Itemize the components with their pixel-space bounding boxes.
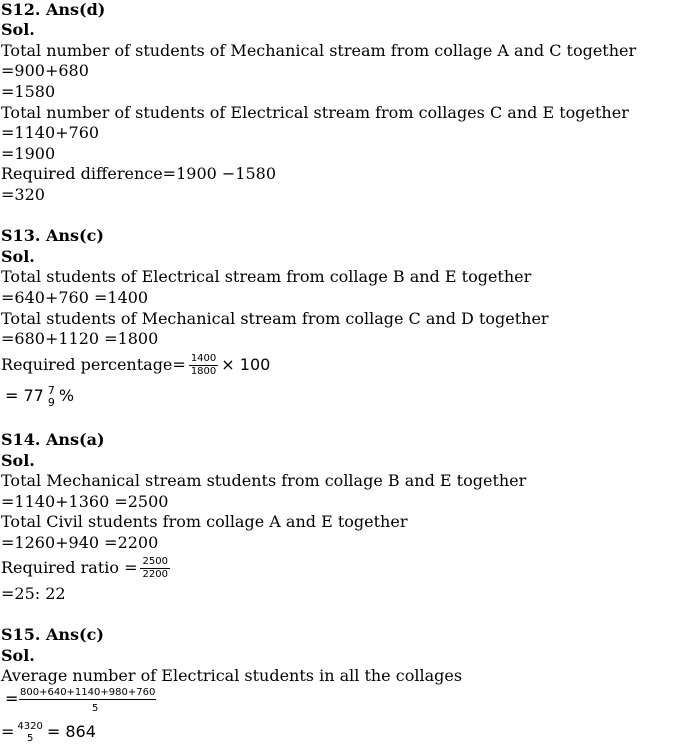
s13-heading: S13. Ans(c)	[1, 226, 104, 245]
s15-heading: S15. Ans(c)	[1, 625, 104, 644]
s15-average-expression	[1, 687, 201, 717]
s15-result-fraction	[15, 721, 44, 745]
s12-line-8: =320	[1, 185, 45, 204]
s15-average-denominator: 5	[92, 703, 99, 714]
s14-heading: S14. Ans(a)	[1, 430, 105, 449]
s12-line-3: =1580	[1, 82, 56, 101]
s14-line-4: =1260+940 =2200	[1, 533, 159, 552]
s13-percentage-multiplier: × 100	[221, 355, 271, 374]
s13-result-line	[1, 380, 74, 412]
s13-result-fraction	[46, 385, 57, 409]
s13-result-percent: %	[58, 386, 75, 405]
s15-result-value: = 864	[46, 722, 96, 741]
s12-line-4: Total number of students of Electrical stream from collages C and E together	[1, 103, 629, 122]
s14-ratio-label: Required ratio =	[1, 558, 138, 577]
s14-line-1: Total Mechanical stream students from collage B and E together	[1, 471, 527, 490]
s14-line-3: Total Civil students from collage A and E together	[1, 512, 408, 531]
s13-percentage-line	[1, 350, 270, 380]
s13-result-denominator: 9	[47, 395, 55, 409]
s13-frac-numerator: 1400	[190, 353, 217, 364]
s15-line-1: Average number of Electrical students in all the collages	[1, 666, 463, 685]
s13-line-2: =640+760 =1400	[1, 288, 149, 307]
s12-sol-label: Sol.	[1, 20, 35, 39]
s15-result-denominator: 5	[26, 732, 34, 744]
s15-sol-label: Sol.	[1, 646, 35, 665]
s13-percentage-label: Required percentage=	[1, 355, 186, 374]
s14-sol-label: Sol.	[1, 451, 35, 470]
s14-line-2: =1140+1360 =2500	[1, 492, 169, 511]
s12-line-1: Total number of students of Mechanical stream from collage A and C together	[1, 41, 637, 60]
s13-percentage-fraction	[189, 353, 218, 378]
s13-sol-label: Sol.	[1, 247, 35, 266]
s14-ratio-denominator: 2200	[142, 569, 168, 580]
s12-line-6: =1900	[1, 144, 56, 163]
s13-line-3: Total students of Mechanical stream from collage C and D together	[1, 309, 549, 328]
s12-line-5: =1140+760	[1, 123, 100, 142]
s13-line-4: =680+1120 =1800	[1, 329, 159, 348]
s12-line-7: Required difference=1900 −1580	[1, 164, 277, 183]
s15-average-numerator: 800+640+1140+980+760	[20, 687, 156, 698]
s13-line-1: Total students of Electrical stream from collage B and E together	[1, 267, 532, 286]
s14-ratio-numerator: 2500	[142, 556, 168, 567]
s12-line-2: =900+680	[1, 61, 89, 80]
s14-ratio-fraction	[140, 556, 169, 581]
s12-heading: S12. Ans(d)	[1, 0, 106, 19]
s15-average-equals: =	[5, 689, 19, 708]
s15-result-line	[1, 716, 96, 748]
s15-result-equals: =	[1, 722, 15, 741]
s13-result-numerator: 7	[47, 383, 55, 397]
s15-result-numerator: 4320	[17, 720, 43, 732]
s14-ratio-line	[1, 553, 173, 583]
s13-result-whole: = 77	[5, 386, 44, 405]
s13-frac-denominator: 1800	[190, 366, 217, 377]
s14-result: =25: 22	[1, 584, 66, 603]
